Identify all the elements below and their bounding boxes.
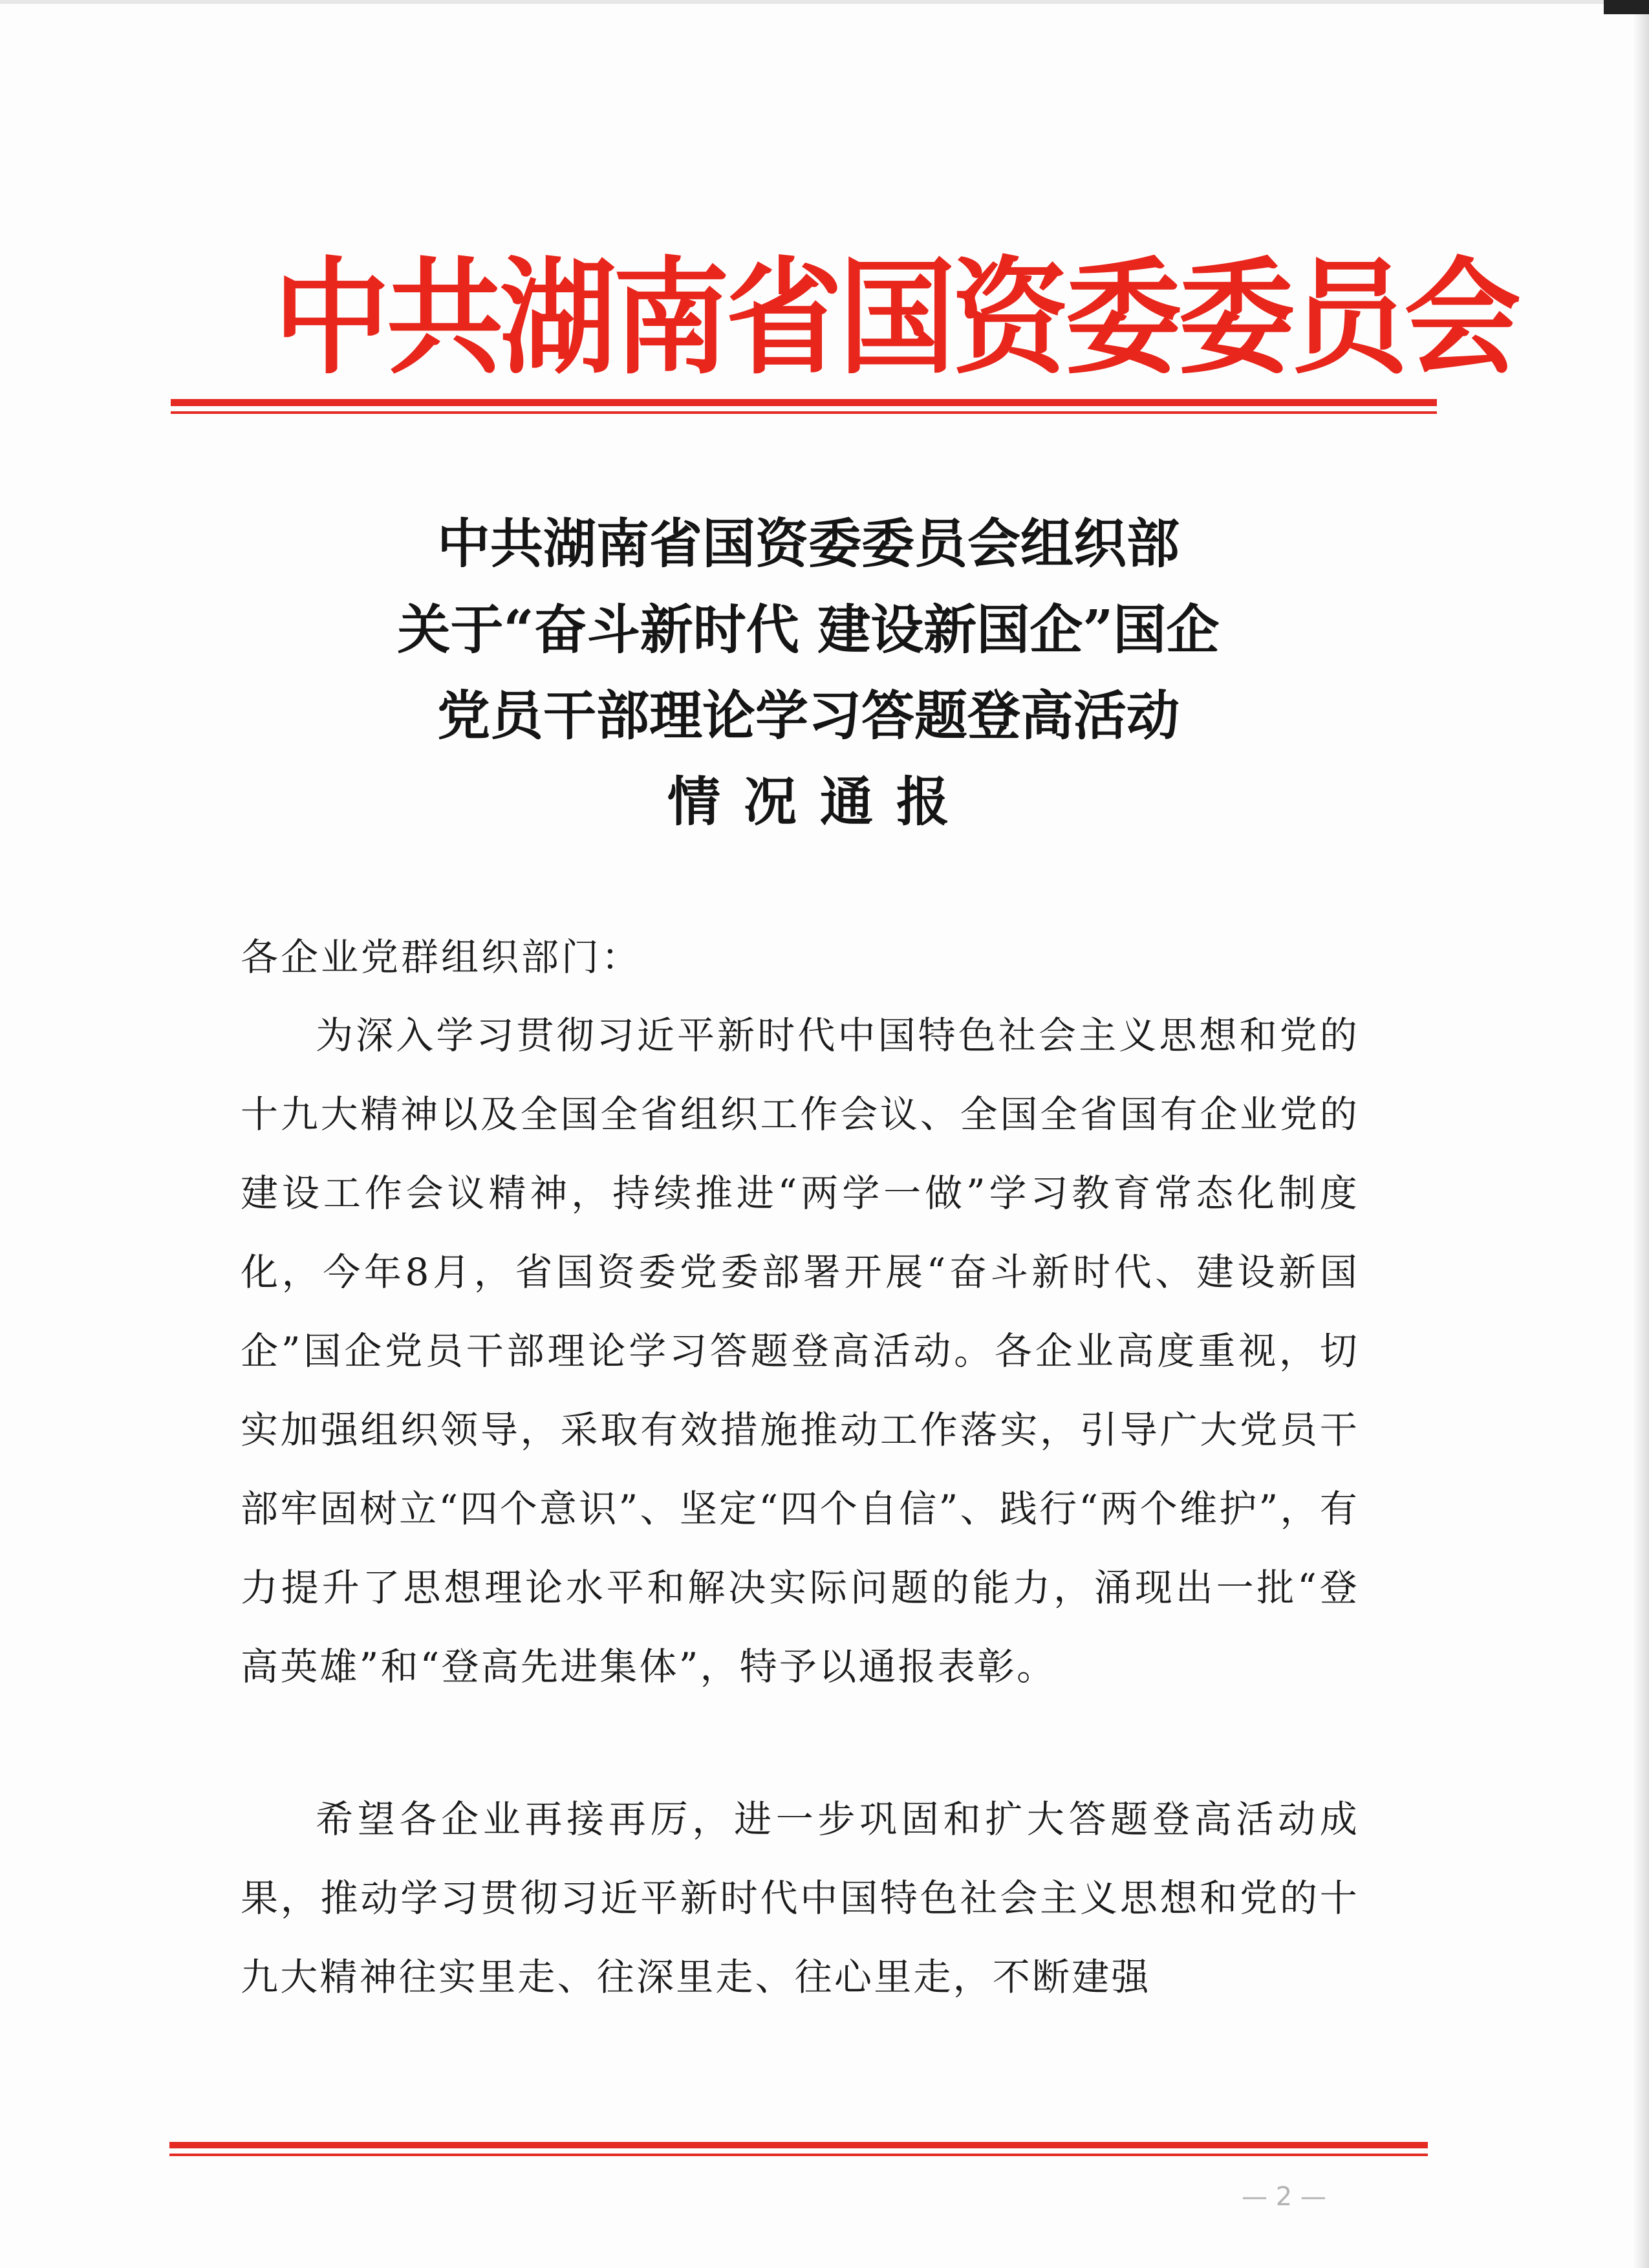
document-title — [194, 501, 1423, 845]
title-line-2: 关于“奋斗新时代 建设新国企”国企 — [397, 599, 1220, 661]
title-line-4: 情况通报 — [667, 771, 973, 833]
scan-corner-mark — [1604, 0, 1649, 14]
scan-edge-top — [0, 0, 1649, 4]
body-paragraph-1: 为深入学习贯彻习近平新时代中国特色社会主义思想和党的十九大精神以及全国全省组织工作会议、全国全省国有企业党的建设工作会议精神，持续推进“两学一做”学习教育常态化制度化，今年8月，省国资委党委部署开展“奋斗新时代、建设新国企”国企党员干部理论学习答题登高活动。各企业高度重视，切实加强组织领导，采取有效措施推动工作落实，引导广大党员干部牢固树立“四个意识”、坚定“四个自信”、践行“两个维护”，有力提升了思想理论水平和解决实际问题的能力，涌现出一批“登高英雄”和“登高先进集体”，特予以通报表彰。 — [241, 1013, 1359, 1689]
title-line-1: 中共湖南省国资委委员会组织部 — [436, 513, 1180, 575]
masthead-rule-thick — [171, 399, 1437, 406]
masthead-rule-thin — [171, 411, 1437, 414]
page-number: — 2 — — [1242, 2182, 1326, 2212]
footer-rule-thin — [169, 2154, 1428, 2156]
salutation: 各企业党群组织部门： — [241, 935, 642, 979]
footer-rule-thick — [169, 2142, 1428, 2148]
body-paragraph-2: 希望各企业再接再厉，进一步巩固和扩大答题登高活动成果，推动学习贯彻习近平新时代中国特色社会主义思想和党的十九大精神往实里走、往深里走、往心里走，不断建强 — [241, 1797, 1359, 1999]
red-masthead: 中共湖南省国资委委员会 — [274, 245, 1518, 391]
scan-edge-right — [1632, 0, 1649, 2268]
title-line-3: 党员干部理论学习答题登高活动 — [436, 685, 1180, 747]
